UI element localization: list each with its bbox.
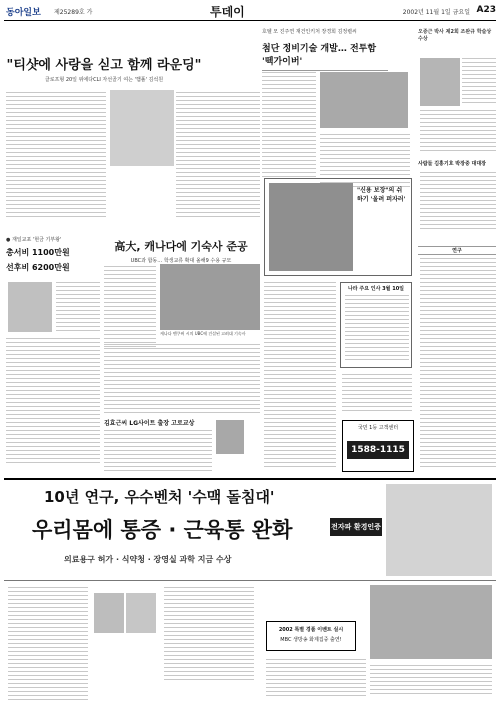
newspaper-logo: 동아일보 [6,8,41,18]
article-5-portrait [216,420,244,454]
people-box-label: 나라 주요 인사 3월 10일 [347,286,405,292]
sidebar-portrait-photo [420,58,460,106]
dormitory-photo [160,264,260,330]
article-dorm-headline-box [104,238,258,264]
sidebar-ad-label: 연구 [418,246,496,255]
article-golf-headline: "티샷에 사랑을 싣고 함께 라운딩" [6,58,202,73]
page-header [0,0,500,22]
sidebar-top [418,28,496,42]
article-5-body [104,430,212,474]
ad-bottom-promo-text: 2002 특별 경품 이벤트 실시 [278,627,344,633]
article-donation-body [6,338,100,466]
ad-bottom-text-left [8,587,88,703]
article-navy-body-left [262,72,316,180]
article-dorm-body-bottom [104,344,260,416]
article-golf-body-right [176,92,260,220]
ad-bottom-promo-box [266,621,356,651]
column-feature-box [264,178,412,276]
article-golf-headline-box [6,50,202,84]
article-dorm-headline: 高大, 캐나다에 기숙사 준공 [114,240,248,253]
ad-main-line1: 10년 연구, 우수벤처 '수맥 돌침대' [44,488,275,506]
article-donation-body-side [56,282,100,334]
ad-bottom-contact-lines [370,665,492,697]
header-rule [4,20,496,21]
people-box [340,282,412,368]
ad-main-banner [4,478,496,582]
article-dorm-subhead: UBC과 합동… 학생교류 확대 올해9 수용 규모 [130,258,232,264]
navy-engineers-photo [320,72,408,128]
ad-main-line2: 우리몸에 통증 · 근육통 완화 [32,518,293,542]
people-box-body [345,295,409,363]
article-donation-headline-1: 총서비 1100만원 [6,248,70,257]
section-title: 투데이 [210,5,245,19]
sidebar-top-label: 오증근 박사 제2회 조완규 학술상 수상 [418,29,492,42]
sidebar-top-body [462,58,496,106]
sidebar-bottom-body [420,172,496,232]
article-navy-kicker: 호텔 모 진주연 재건인키처 장경희 김정렬씨 [262,29,357,35]
page-number: A23 [476,5,496,15]
article-navy-kicker-box [262,28,388,71]
article-5-headline: 김효근씨 LG사이트 출장 고로교상 [104,420,195,427]
ad-bottom-product-photo [370,585,492,659]
article-navy-headline: 첨단 정비기술 개발… 전투함 '떽가이버' [262,41,388,71]
ad-bottom-portrait-2 [126,593,156,633]
ad-bed-photo [386,484,492,576]
donor-photo [8,282,52,332]
sidebar-bottom-label: 사람들 김홍기호 박장중 대대장 [418,161,487,167]
column-feature-photo [269,183,353,271]
ad-main-line3: 의료용구 허가 · 식약청 · 장영실 과학 지금 수상 [64,555,232,564]
article-6-body-left [264,282,336,470]
article-golf-subhead: 클로프형 20일 위에다CLI 자선골기 여는 '햄폴' 김석원 [44,77,164,83]
article-donation-headline-box [6,236,96,273]
article-dorm-body-left [104,266,156,350]
article-donation-kicker: ● 재일교포 '현금 기부왕' [6,237,62,243]
phone-ad [342,420,414,472]
sidebar-top-body-2 [420,110,496,154]
ad-bottom-text-right [266,659,366,699]
phone-ad-number: 1588-1115 [347,441,409,459]
ad-bottom-portrait-1 [94,593,124,633]
article-donation-headline-2: 선후비 6200만원 [6,263,70,272]
ad-center-badge: 전자파 환경인증 [330,518,382,536]
article-6-body-right [342,374,412,414]
article-golf-body-left [6,92,106,220]
ad-bottom-promo-text-2: MBC 생방송 화제집중 출연! [280,637,342,643]
ad-bottom-block [4,580,496,705]
phone-ad-label: 국민 1등 고객센터 [357,425,399,431]
issue-date: 2002년 11월 1일 금요일 [402,9,470,16]
ad-bottom-text-center [164,587,254,683]
issue-number: 제25289호 가 [54,9,93,16]
dormitory-photo-caption: 캐나다 밴쿠버 시의 UBC에 건설된 고려대 기숙사 [160,331,246,336]
sidebar-listings [420,258,496,470]
column-feature-headline: "신용 보장"의 쉬 하기 '울려 퍼자러' [357,187,406,203]
golf-player-photo [110,90,174,166]
